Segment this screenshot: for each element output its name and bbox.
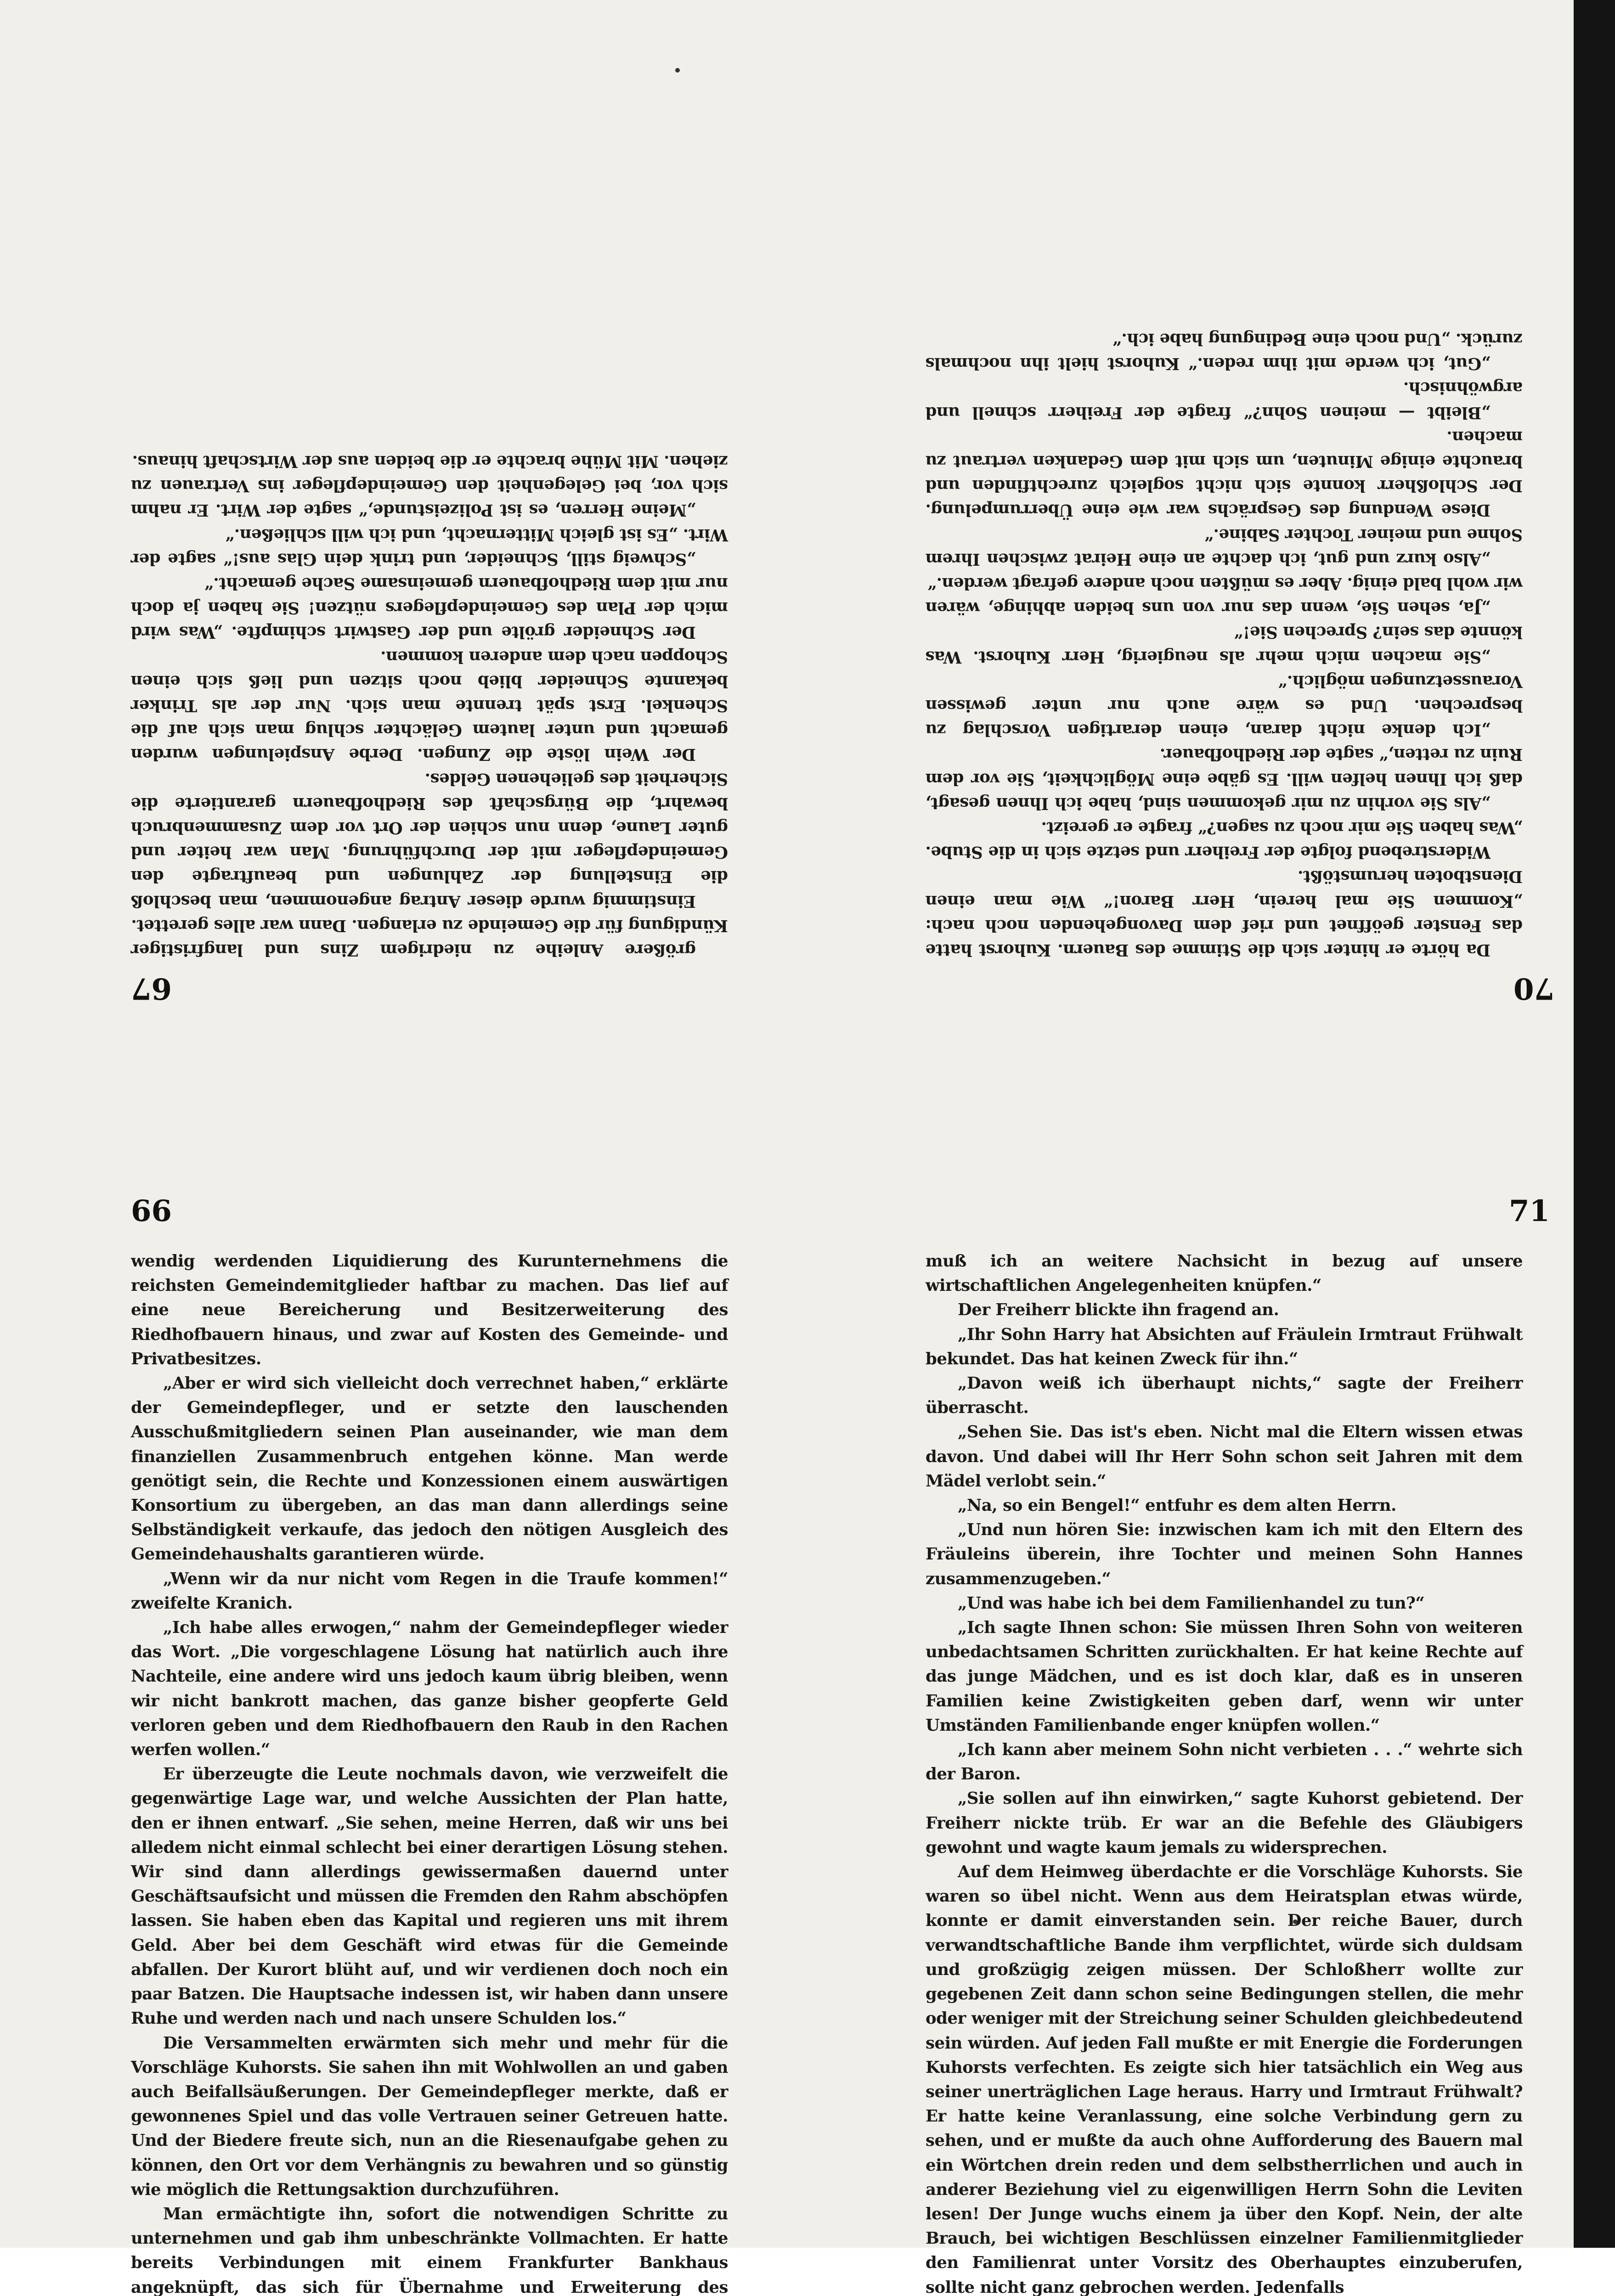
paragraph: Da hörte er hinter sich die Stimme des Bauern. Kuhorst hatte das Fenster geöffnet und rief dem Davongehenden noch nach: „Kommen Sie mal herein, Herr Baron!“ Wie man einen Dienstboten herumstößt. bbox=[926, 867, 1523, 959]
paragraph: Er überzeugte die Leute nochmals davon, wie verzweifelt die gegenwärtige Lage war, und welche Aussichten der Plan hatte, den er ihnen entwarf. „Sie sehen, meine Herren, daß wir uns bei alledem nicht einmal schlecht bei einer derartigen Lösung stehen. Wir sind dann allerdings gewissermaßen dauernd unter Geschäftsaufsicht und müssen die Fremden den Rahm abschöpfen lassen. Sie haben eben das Kapital und regieren uns mit ihrem Geld. Aber bei dem Geschäft wird etwas für die Gemeinde abfallen. Der Kurort blüht auf, und wir verdienen doch noch ein paar Batzen. Die Hauptsache indessen ist, wir haben dann unsere Ruhe und werden nach und nach unsere Schulden los.“ bbox=[131, 1765, 728, 2028]
paragraph: Widerstrebend folgte der Freiherr und setzte sich in die Stube. „Was haben Sie mir noch zu sagen?“ fragte er gereizt. bbox=[926, 818, 1523, 862]
page-top-right-text bbox=[926, 90, 1523, 962]
paragraph: Die Versammelten erwärmten sich mehr und mehr für die Vorschläge Kuhorsts. Sie sahen ihn mit Wohlwollen an und gaben auch Beifallsäußerungen. Der Gemeindepfleger merkte, daß er gewonnenes Spiel und das volle Vertrauen seiner Getreuen hatte. Und der Biedere freute sich, nun an die Riesenaufgabe gehen zu können, den Ort vor dem Verhängnis zu bewahren und so günstig wie möglich die Rettungsaktion durchzuführen. bbox=[131, 2033, 728, 2199]
paragraph: „Als Sie vorhin zu mir gekommen sind, habe ich Ihnen gesagt, daß ich Ihnen helfen will. Es gäbe eine Möglichkeit, Sie vor dem Ruin zu retten,“ sagte der Riedhofbauer. bbox=[926, 745, 1523, 813]
page-number-top-right: 70 bbox=[1513, 971, 1555, 1006]
paragraph: „Sie sollen auf ihn einwirken,“ sagte Kuhorst gebietend. Der Freiherr nickte trüb. Er war an die Befehle des Gläubigers gewohnt und wagte kaum jemals zu widersprechen. bbox=[926, 1789, 1523, 1857]
paragraph: „Meine Herren, es ist Polizeistunde,“ sagte der Wirt. Er nahm sich vor, bei Gelegenheit den Gemeindepfleger ins Vertrauen zu ziehen. Mit Mühe brachte er die beiden aus der Wirtschaft hinaus. bbox=[131, 451, 728, 520]
paragraph: „Ihr Sohn Harry hat Absichten auf Fräulein Irmtraut Frühwalt bekundet. Das hat keinen Zweck für ihn.“ bbox=[926, 1325, 1523, 1368]
paragraph: „Aber er wird sich vielleicht doch verrechnet haben,“ erklärte der Gemeindepfleger, und er setzte den lauschenden Ausschußmitgliedern seinen Plan auseinander, wie man dem finanziellen Zusammenbruch entgehen könne. Man werde genötigt sein, die Rechte und Konzessionen einem auswärtigen Konsortium zu übergeben, an das man dann allerdings seine Selbständigkeit verkaufe, das jedoch den nötigen Ausgleich des Gemeindehaushalts garantieren würde. bbox=[131, 1374, 728, 1564]
scan-edge-shadow bbox=[1574, 0, 1615, 2248]
page-top-left-text bbox=[131, 90, 728, 962]
paragraph: Diese Wendung des Gesprächs war wie eine Überrumpelung. Der Schloßherr konnte sich nicht sogleich zurechtfinden und brauchte einige Minuten, um sich mit dem Gedanken vertraut zu machen. bbox=[926, 427, 1523, 520]
print-speck bbox=[675, 68, 680, 73]
paragraph: muß ich an weitere Nachsicht in bezug auf unsere wirtschaftlichen Angelegenheiten knüpfen.“ bbox=[926, 1252, 1523, 1295]
paragraph: „Sie machen mich mehr als neugierig, Herr Kuhorst. Was könnte das sein? Sprechen Sie!“ bbox=[926, 623, 1523, 666]
paragraph: „Und was habe ich bei dem Familienhandel zu tun?“ bbox=[958, 1593, 1425, 1613]
paragraph: Auf dem Heimweg überdachte er die Vorschläge Kuhorsts. Sie waren so übel nicht. Wenn aus dem Heiratsplan etwas würde, konnte er damit einverstanden sein. Der reiche Bauer, durch verwandtschaftliche Bande ihm verpflichtet, würde sich duldsam und großzügig zeigen müssen. Der Schloßherr wollte zur gegebenen Zeit dann schon seine Bedingungen stellen, die mehr oder weniger mit der Streichung seiner Schulden gleichbedeutend sein würden. Auf jeden Fall mußte er mit Energie die Forderungen Kuhorsts verfechten. Es zeigte sich hier tatsächlich ein Weg aus seiner unerträglichen Lage heraus. Harry und Irmtraut Frühwalt? Er hatte keine Veranlassung, eine solche Verbindung gern zu sehen, und er mußte da auch ohne Aufforderung des Bauern mal ein Wörtchen drein reden und dem selbstherrlichen und auch in anderer Beziehung viel zu eigenwilligen Herrn Sohn die Leviten lesen! Der Junge wuchs einem ja über den Kopf. Nein, der alte Brauch, bei wichtigen Beschlüssen einzelner Familienmitglieder den Familienrat unter Vorsitz des Oberhauptes einzuberufen, sollte nicht ganz gebrochen werden. Jedenfalls bbox=[926, 1863, 1523, 2296]
paragraph: „Ich habe alles erwogen,“ nahm der Gemeindepfleger wieder das Wort. „Die vorgeschlagene Lösung hat natürlich auch ihre Nachteile, eine andere wird uns jedoch kaum übrig bleiben, wenn wir nicht bankrott machen, das ganze bisher geopferte Geld verloren geben und dem Riedhofbauern den Raub in den Rachen werfen wollen.“ bbox=[131, 1618, 728, 1760]
paragraph: „Na, so ein Bengel!“ entfuhr es dem alten Herrn. bbox=[958, 1496, 1396, 1515]
paragraph: wendig werdenden Liquidierung des Kurunternehmens die reichsten Gemeindemitglieder haftbar zu machen. Das lief auf eine neue Bereicherung und Besitzerweiterung des Riedhofbauern hinaus, und zwar auf Kosten des Gemeinde- und Privatbesitzes. bbox=[131, 1252, 728, 1368]
page-number-bottom-right: 71 bbox=[1509, 1194, 1550, 1228]
paragraph: „Ich kann aber meinem Sohn nicht verbieten . . .“ wehrte sich der Baron. bbox=[926, 1740, 1523, 1784]
paragraph: „Ja, sehen Sie, wenn das nur von uns beiden abhinge, wären wir wohl bald einig. Aber es müßten noch andere gefragt werden.“ bbox=[926, 574, 1523, 618]
paragraph: „Also kurz und gut, ich dachte an eine Heirat zwischen Ihrem Sohne und meiner Tochter Sabine.“ bbox=[926, 525, 1523, 568]
page-bottom-right-text bbox=[926, 1249, 1523, 2296]
page-number-top-left: 67 bbox=[131, 971, 172, 1006]
paragraph: Man ermächtigte ihn, sofort die notwendigen Schritte zu unternehmen und gab ihm unbeschränkte Vollmachten. Er hatte bereits Verbindungen mit einem Frankfurter Bankhaus angeknüpft, das sich für Übernahme und Erweiterung des bbox=[131, 2204, 728, 2296]
paragraph: Der Schneider grölte und der Gastwirt schimpfte. „Was wird mich der Plan des Gemeindepflegers nützen! Sie haben ja doch nur mit dem Riedhofbauern gemeinsame Sache gemacht.“ bbox=[131, 574, 728, 642]
page-bottom-left-text bbox=[131, 1249, 728, 2296]
paragraph: „Und nun hören Sie: inzwischen kam ich mit den Eltern des Fräuleins überein, ihre Tochter und meinen Sohn Hannes zusammenzugeben.“ bbox=[926, 1520, 1523, 1588]
paragraph: „Gut, ich werde mit ihm reden.“ Kuhorst hielt ihn nochmals zurück. „Und noch eine Bedingung habe ich.“ bbox=[926, 329, 1523, 373]
paragraph: Einstimmig wurde dieser Antrag angenommen, man beschloß die Einstellung der Zahlungen und beauftragte den Gemeindepfleger mit der Durchführung. Man war heiter und guter Laune, denn nun schien der Ort vor dem Zusammenbruch bewahrt, die Bürgschaft des Riedhofbauern garantierte die Sicherheit des geliehenen Geldes. bbox=[131, 769, 728, 911]
paragraph: „Ich denke nicht daran, einen derartigen Vorschlag zu besprechen. Und es wäre auch nur unter gewissen Voraussetzungen möglich.“ bbox=[926, 671, 1523, 740]
paragraph: Der Wein löste die Zungen. Derbe Anspielungen wurden gemacht und unter lautem Gelächter schlug man sich auf die Schenkel. Erst spät trennte man sich. Nur der als Trinker bekannte Schneider blieb noch sitzen und ließ sich einen Schoppen nach dem anderen kommen. bbox=[131, 647, 728, 764]
paragraph: Der Freiherr blickte ihn fragend an. bbox=[958, 1300, 1279, 1320]
paragraph: „Wenn wir da nur nicht vom Regen in die Traufe kommen!“ zweifelte Kranich. bbox=[131, 1569, 728, 1613]
paragraph: „Schweig still, Schneider, und trink dein Glas aus!“ sagte der Wirt. „Es ist gleich Mitternacht, und ich will schließen.“ bbox=[131, 525, 728, 568]
paragraph: „Davon weiß ich überhaupt nichts,“ sagte der Freiherr überrascht. bbox=[926, 1374, 1523, 1418]
paragraph: „Bleibt — meinen Sohn?“ fragte der Freiherr schnell und argwöhnisch. bbox=[926, 378, 1523, 422]
page-number-bottom-left: 66 bbox=[131, 1194, 172, 1228]
paragraph: „Ich sagte Ihnen schon: Sie müssen Ihren Sohn von weiteren unbedachtsamen Schritten zurückhalten. Er hat keine Rechte auf das junge Mädchen, und es ist doch klar, daß es in unseren Familien keine Zwistigkeiten geben darf, wenn wir unter Umständen Familienbande enger knüpfen wollen.“ bbox=[926, 1618, 1523, 1735]
paragraph: größere Anleihe zu niedrigem Zins und langfristiger Kündigung für die Gemeinde zu erlangen. Dann war alles gerettet. bbox=[131, 916, 728, 959]
paragraph: „Sehen Sie. Das ist's eben. Nicht mal die Eltern wissen etwas davon. Und dabei will Ihr Herr Sohn schon seit Jahren mit dem Mädel verlobt sein.“ bbox=[926, 1423, 1523, 1491]
